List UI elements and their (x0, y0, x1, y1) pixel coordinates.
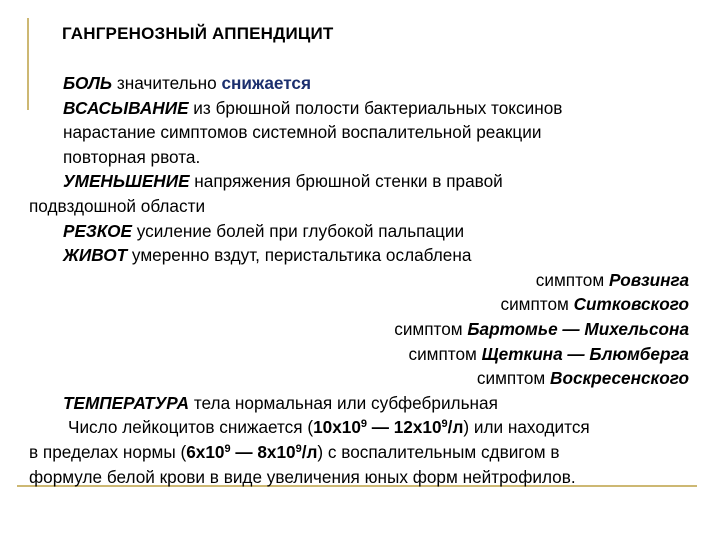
keyword: УМЕНЬШЕНИЕ (63, 171, 190, 192)
slide-body (29, 71, 694, 489)
line-pain (29, 71, 694, 96)
line-text: Число лейкоцитов снижается ( (68, 417, 314, 438)
line-normal-range (29, 440, 694, 465)
line-text: значительно (112, 73, 222, 93)
sign-voskresensky (29, 366, 694, 391)
line-text: умеренно вздут, перистальтика ослаблена (127, 245, 472, 266)
sign-name: Ровзинга (608, 269, 689, 290)
keyword: БОЛЬ (63, 73, 113, 93)
keyword: РЕЗКОЕ (63, 220, 132, 241)
exponent: 9 (224, 442, 231, 455)
sign-label: симптом (408, 343, 482, 364)
sign-name: Ситковского (573, 294, 689, 315)
line-symptoms: нарастание симптомов системной воспалительной реакции (63, 122, 542, 143)
value: 6х10 (186, 441, 225, 462)
line-text: тела нормальная или субфебрильная (189, 392, 498, 413)
keyword: ВСАСЫВАНИЕ (63, 97, 189, 118)
line-text: усиление болей при глубокой пальпации (131, 220, 465, 241)
slide-title: ГАНГРЕНОЗНЫЙ АППЕНДИЦИТ (62, 24, 334, 43)
line-text: из брюшной полости бактериальных токсинов (188, 97, 563, 118)
unit: /л (447, 417, 464, 438)
sign-label: симптом (535, 269, 609, 290)
line-text: напряжения брюшной стенки в правой (189, 171, 503, 192)
emphasis: снижается (221, 73, 312, 93)
keyword: ЖИВОТ (63, 245, 128, 266)
line-vomiting: повторная рвота. (63, 146, 201, 167)
value: — 8х10 (230, 441, 296, 462)
sign-rovsing (29, 268, 694, 293)
exponent: 9 (441, 418, 448, 431)
line-sharp (29, 219, 694, 244)
sign-label: симптом (394, 318, 468, 339)
line-leukocytes (29, 415, 694, 440)
line-abdomen (29, 243, 694, 268)
line-absorption (29, 96, 694, 121)
line-formula: формуле белой крови в виде увеличения юных форм нейтрофилов. (29, 466, 576, 487)
line-temperature (29, 391, 694, 416)
exponent: 9 (360, 418, 367, 431)
sign-label: симптом (476, 368, 551, 389)
unit: /л (301, 441, 318, 462)
line-reduction (29, 169, 694, 194)
sign-label: симптом (500, 294, 574, 315)
keyword: ТЕМПЕРАТУРА (63, 392, 190, 413)
value: 10х10 (313, 417, 361, 438)
sign-name: Щеткина — Блюмберга (481, 343, 689, 364)
sign-shchetkin-blumberg (29, 342, 694, 367)
value: — 12х10 (367, 417, 442, 438)
sign-name: Бартомье — Михельсона (467, 318, 689, 339)
line-text: ) или находится (463, 417, 590, 438)
exponent: 9 (295, 442, 302, 455)
sign-name: Воскресенского (550, 368, 689, 389)
line-text: в пределах нормы ( (29, 441, 187, 462)
line-region: подвздошной области (29, 195, 206, 216)
line-text: ) с воспалительным сдвигом в (317, 441, 560, 462)
sign-sitkovsky (29, 292, 694, 317)
sign-bartomier-michelson (29, 317, 694, 342)
